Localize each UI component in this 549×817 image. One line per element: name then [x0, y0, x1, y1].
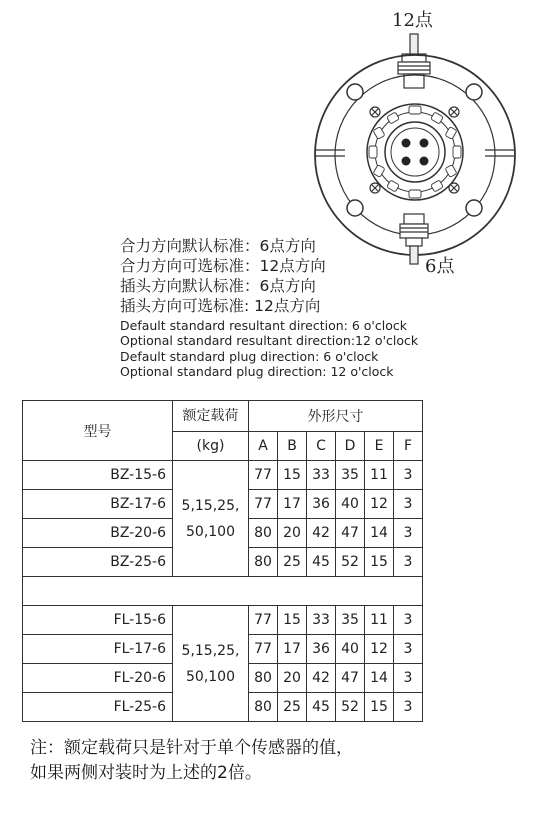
dim-cell: 25 — [278, 548, 307, 577]
dim-cell: 17 — [278, 490, 307, 519]
note-en-line: Default standard resultant direction: 6 o'clock — [120, 318, 407, 333]
table-row — [23, 606, 423, 635]
header-dims: 外形尺寸 — [249, 401, 423, 432]
dim-cell: 77 — [249, 635, 278, 664]
six-oclock-label: 6点 — [425, 256, 455, 277]
note-en-line: Optional standard plug direction: 12 o'clock — [120, 363, 394, 379]
model-cell: BZ-15-6 — [23, 461, 173, 490]
note-cn-line: 插头方向默认标准：6点方向 — [120, 277, 316, 295]
load-line: 5,15,25, — [181, 497, 240, 514]
model-cell: BZ-25-6 — [23, 548, 173, 577]
note-cn-line: 合力方向默认标准：6点方向 — [120, 237, 316, 255]
model-cell: FL-17-6 — [23, 635, 173, 664]
dim-cell: 20 — [278, 519, 307, 548]
load-line: 5,15,25, — [181, 642, 240, 659]
dim-cell: 47 — [336, 519, 365, 548]
dim-cell: 12 — [365, 635, 394, 664]
dim-cell: 11 — [365, 606, 394, 635]
dim-header: F — [394, 432, 423, 461]
note-cn-line: 插头方向可选标准: 12点方向 — [120, 297, 321, 315]
direction-notes-chinese — [120, 236, 326, 316]
dim-cell: 77 — [249, 461, 278, 490]
dim-header: A — [249, 432, 278, 461]
dim-cell: 36 — [307, 635, 336, 664]
dim-cell: 77 — [249, 606, 278, 635]
dim-cell: 3 — [394, 635, 423, 664]
footnote-line: 注：额定载荷只是针对于单个传感器的值， — [30, 738, 353, 758]
dim-cell: 11 — [365, 461, 394, 490]
dim-cell: 25 — [278, 693, 307, 722]
dim-cell: 42 — [307, 519, 336, 548]
dim-cell: 77 — [249, 490, 278, 519]
dim-cell: 3 — [394, 519, 423, 548]
dim-cell: 45 — [307, 548, 336, 577]
dim-cell: 52 — [336, 548, 365, 577]
header-load-unit: (kg) — [173, 432, 249, 461]
dim-cell: 80 — [249, 693, 278, 722]
dim-header: D — [336, 432, 365, 461]
dim-cell: 14 — [365, 519, 394, 548]
model-cell: BZ-17-6 — [23, 490, 173, 519]
model-cell: FL-15-6 — [23, 606, 173, 635]
dim-cell: 20 — [278, 664, 307, 693]
dim-cell: 36 — [307, 490, 336, 519]
bottom-cable-plug — [400, 214, 428, 264]
dim-cell: 15 — [278, 606, 307, 635]
load-cell — [173, 606, 249, 722]
model-cell: FL-20-6 — [23, 664, 173, 693]
spacer-cell — [23, 577, 423, 606]
top-cable-plug — [398, 34, 430, 88]
dim-cell: 80 — [249, 664, 278, 693]
header-model: 型号 — [23, 401, 173, 461]
dim-cell: 15 — [365, 693, 394, 722]
dim-cell: 33 — [307, 606, 336, 635]
load-line: 50,100 — [186, 523, 235, 540]
dim-cell: 3 — [394, 490, 423, 519]
spec-table — [22, 400, 423, 722]
dim-cell: 3 — [394, 461, 423, 490]
dim-cell: 35 — [336, 461, 365, 490]
dim-cell: 15 — [278, 461, 307, 490]
dim-cell: 47 — [336, 664, 365, 693]
dim-cell: 52 — [336, 693, 365, 722]
dim-cell: 3 — [394, 606, 423, 635]
dim-cell: 40 — [336, 635, 365, 664]
load-line: 50,100 — [186, 668, 235, 685]
dim-header: C — [307, 432, 336, 461]
dim-cell: 40 — [336, 490, 365, 519]
dim-header: E — [365, 432, 394, 461]
dim-cell: 42 — [307, 664, 336, 693]
note-en-line: Default standard plug direction: 6 o'clock — [120, 348, 379, 364]
dim-cell: 35 — [336, 606, 365, 635]
dim-header: B — [278, 432, 307, 461]
table-header-row — [23, 401, 423, 432]
model-cell: BZ-20-6 — [23, 519, 173, 548]
dim-cell: 80 — [249, 519, 278, 548]
footnote-line: 如果两侧对装时为上述的2倍。 — [30, 763, 262, 783]
dim-cell: 14 — [365, 664, 394, 693]
sensor-diagram — [300, 0, 549, 290]
dim-cell: 3 — [394, 548, 423, 577]
table-spacer-row — [23, 577, 423, 606]
dim-cell: 12 — [365, 490, 394, 519]
model-cell: FL-25-6 — [23, 693, 173, 722]
header-load: 额定载荷 — [173, 401, 249, 432]
note-en-line: Optional standard resultant direction:12 o'clock — [120, 333, 419, 349]
table-row — [23, 461, 423, 490]
footnote — [30, 736, 353, 786]
dim-cell: 3 — [394, 664, 423, 693]
load-cell — [173, 461, 249, 577]
dim-cell: 15 — [365, 548, 394, 577]
dim-cell: 33 — [307, 461, 336, 490]
dim-cell: 45 — [307, 693, 336, 722]
dim-cell: 3 — [394, 693, 423, 722]
dim-cell: 80 — [249, 548, 278, 577]
direction-notes-english — [120, 318, 418, 379]
note-cn-line: 合力方向可选标准：12点方向 — [120, 257, 326, 275]
dim-cell: 17 — [278, 635, 307, 664]
twelve-oclock-label: 12点 — [392, 10, 433, 31]
